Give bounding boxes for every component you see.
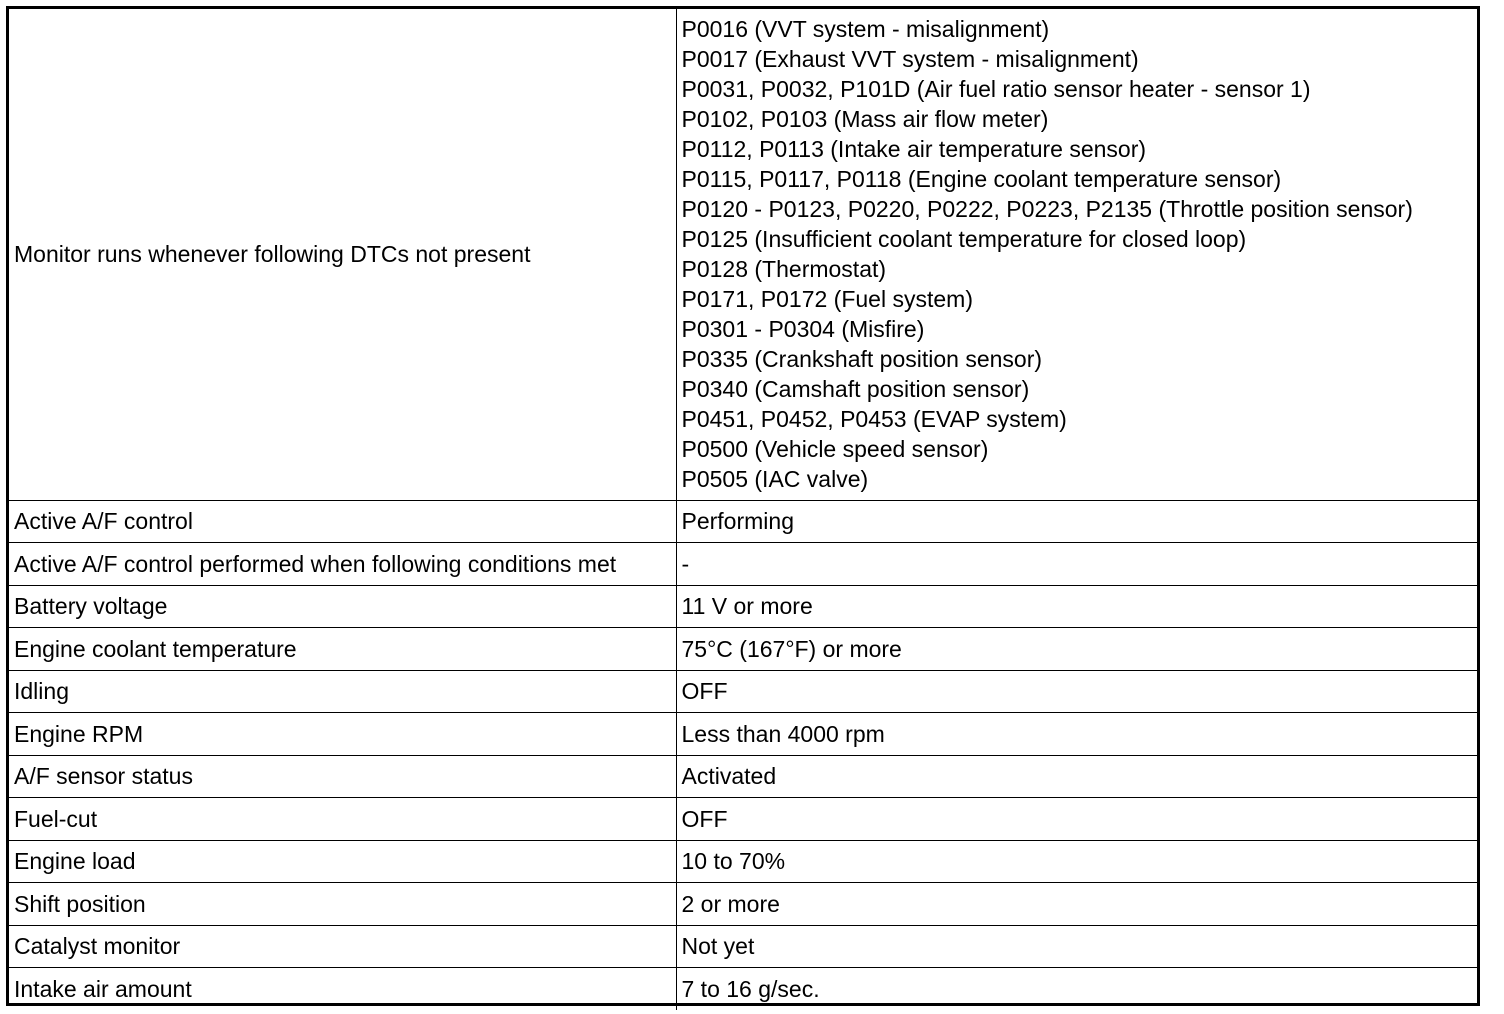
dtc-item: P0125 (Insufficient coolant temperature for closed loop) <box>681 226 1247 253</box>
row-label: Active A/F control <box>9 500 676 543</box>
table-row-battery-voltage <box>9 585 1477 628</box>
dtc-item: P0017 (Exhaust VVT system - misalignment) <box>681 46 1139 73</box>
row-value: 7 to 16 g/sec. <box>676 968 1477 1011</box>
row-label: Intake air amount <box>9 968 676 1011</box>
dtc-item: P0500 (Vehicle speed sensor) <box>681 436 989 463</box>
dtc-item: P0171, P0172 (Fuel system) <box>681 286 973 313</box>
dtc-item: P0120 - P0123, P0220, P0222, P0223, P2135 (Throttle position sensor) <box>681 196 1413 223</box>
dtc-item: P0340 (Camshaft position sensor) <box>681 376 1030 403</box>
dtc-item: P0301 - P0304 (Misfire) <box>681 316 925 343</box>
row-value: OFF <box>676 670 1477 713</box>
row-value: Performing <box>676 500 1477 543</box>
table-row-active-af-control <box>9 500 1477 543</box>
conditions-table-frame <box>6 6 1480 1006</box>
dtc-item: P0102, P0103 (Mass air flow meter) <box>681 106 1049 133</box>
row-label: Idling <box>9 670 676 713</box>
row-value: 10 to 70% <box>676 840 1477 883</box>
row-label: Monitor runs whenever following DTCs not present <box>9 9 676 500</box>
row-value: 11 V or more <box>676 585 1477 628</box>
dtc-item: P0335 (Crankshaft position sensor) <box>681 346 1043 373</box>
table-row-shift-position <box>9 883 1477 926</box>
dtc-item: P0505 (IAC valve) <box>681 466 869 493</box>
row-label: Engine coolant temperature <box>9 628 676 671</box>
table-row-engine-coolant-temperature <box>9 628 1477 671</box>
row-label: Active A/F control performed when following conditions met <box>9 543 676 586</box>
row-value: Activated <box>676 755 1477 798</box>
row-value: 2 or more <box>676 883 1477 926</box>
table-row-engine-rpm <box>9 713 1477 756</box>
conditions-table <box>9 9 1477 1010</box>
row-label: Engine load <box>9 840 676 883</box>
row-label: A/F sensor status <box>9 755 676 798</box>
dtc-list-cell <box>676 9 1477 500</box>
row-value: 75°C (167°F) or more <box>676 628 1477 671</box>
table-row-intake-air-amount <box>9 968 1477 1011</box>
row-label: Shift position <box>9 883 676 926</box>
row-label: Battery voltage <box>9 585 676 628</box>
row-label: Engine RPM <box>9 713 676 756</box>
table-row-engine-load <box>9 840 1477 883</box>
dtc-list <box>682 14 1478 494</box>
row-label: Fuel-cut <box>9 798 676 841</box>
table-row-active-af-conditions <box>9 543 1477 586</box>
dtc-item: P0031, P0032, P101D (Air fuel ratio sensor heater - sensor 1) <box>681 76 1311 103</box>
row-value: Less than 4000 rpm <box>676 713 1477 756</box>
table-row-af-sensor-status <box>9 755 1477 798</box>
table-row-idling <box>9 670 1477 713</box>
dtc-item: P0128 (Thermostat) <box>681 256 887 283</box>
dtc-item: P0115, P0117, P0118 (Engine coolant temperature sensor) <box>681 166 1282 193</box>
row-value: OFF <box>676 798 1477 841</box>
table-row-dtc-prerequisites <box>9 9 1477 500</box>
dtc-item: P0112, P0113 (Intake air temperature sensor) <box>681 136 1147 163</box>
table-row-catalyst-monitor <box>9 925 1477 968</box>
row-label: Catalyst monitor <box>9 925 676 968</box>
dtc-item: P0451, P0452, P0453 (EVAP system) <box>681 406 1067 433</box>
row-value: - <box>676 543 1477 586</box>
table-row-fuel-cut <box>9 798 1477 841</box>
row-value: Not yet <box>676 925 1477 968</box>
dtc-item: P0016 (VVT system - misalignment) <box>681 16 1050 43</box>
